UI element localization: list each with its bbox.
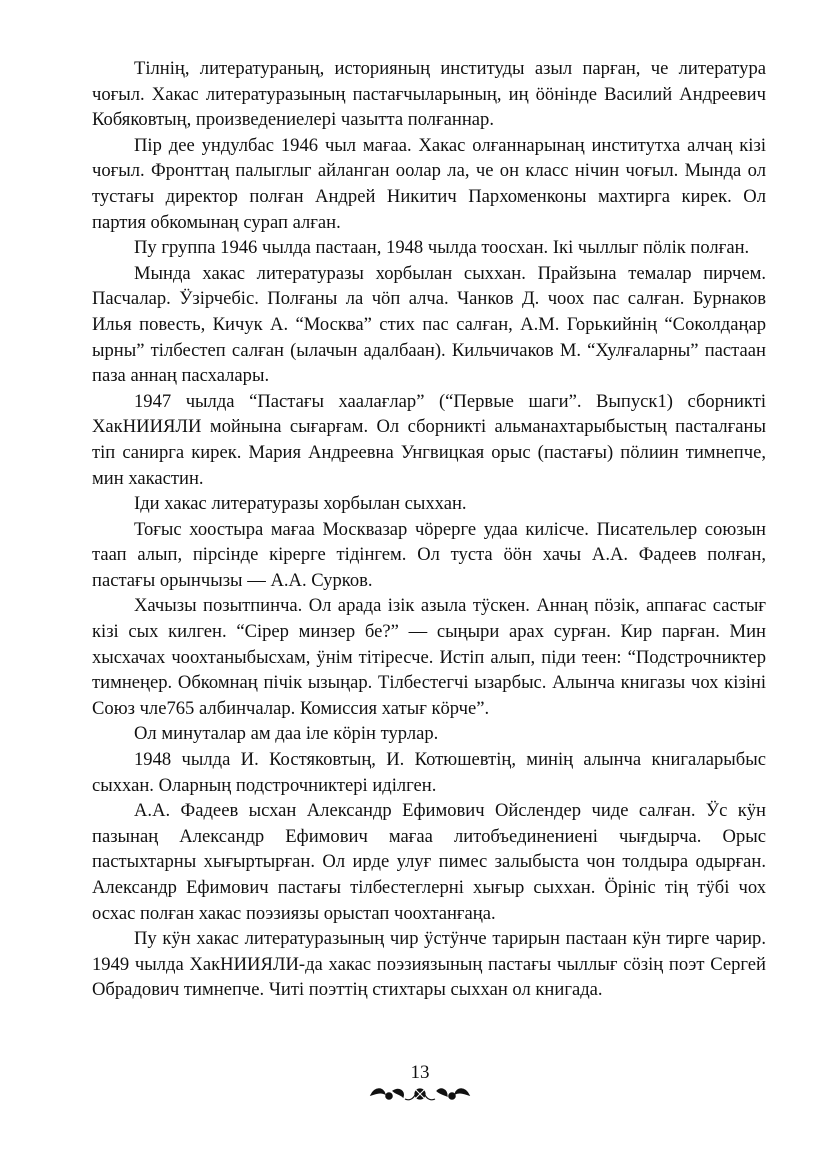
paragraph-1: Тілнің, литератураның, историяның институды азыл парған, че литература чоғыл. Хакас литературазының пастағчыларының, иң ööнінде Василий Андреевич Кобяковтың, произведениелері чазытта полғаннар. [92, 58, 766, 131]
paragraph-7: Тоғыс хоостыра мағаа Москвазар чöрерге удаа килісче. Писательлер союзын таап алып, пірсінде кірерге тідінгем. Ол туста ööн хачы А.А. Фадеев полған, пастағы орынчызы — А.А. Сурков. [92, 518, 766, 591]
paragraph-11: А.А. Фадеев ысхан Александр Ефимович Ойслендер чиде салған. Ӱс кӱн пазынаң Александр Ефимович мағаа литобъединениені чығдырча. Орыс пастыхтарны хығыртырған. Ол ирде улуғ пимес залыбыста чон толдыра одырған. Александр Ефимович пастағы тілбестеглерні хығыр сыххан. Öрініс тің тӱбі чох осхас полған хакас поэзиязы орыстап чоохтанғаңа. [92, 800, 766, 924]
paragraph-3: Пу группа 1946 чылда пастаан, 1948 чылда тоосхан. Ікі чыллыг пöлік полған. [134, 237, 750, 259]
paragraph-8: Хачызы позытпинча. Ол арада ізік азыла тÿскен. Аннаң пöзік, аппағас састығ кізі сых килген. “Сірер минзер бе?” — сыңыри арах сурған. Кир парған. Мин хысхачах чоохтаныбысхам, ӱнім тітіресче. Истіп алып, піди теен: “Подстрочниктер тимнеңер. Обкомнаң пічік ызыңар. Тілбестегчі ызарбыс. Алынча книгазы чох кізіні Союз чле765 албинчалар. Комиссия хатығ кöрче”. [92, 595, 766, 719]
paragraph-6: Іди хакас литературазы хорбылан сыххан. [134, 493, 467, 515]
paragraph-10: 1948 чылда И. Костяковтың, И. Котюшевтің, минің алынча книгаларыбыс сыххан. Оларның подстрочниктері иділген. [92, 749, 766, 796]
floral-ornament-icon [365, 1083, 475, 1105]
page-number: 13 [410, 1062, 430, 1083]
paragraph-9: Ол минуталар ам даа іле кöрін турлар. [134, 723, 439, 745]
paragraph-2: Пір дее ундулбас 1946 чыл мағаа. Хакас олғаннарынаң институтха алчаң кізі чоғыл. Фронттаң палыглыг айланган оолар ла, че он класс нічин чоғыл. Мында ол тустағы директор полған Андрей Никитич Пархоменконы махтирга кирек. Ол партия обкомынаң сурап алған. [92, 134, 766, 233]
paragraph-4: Мында хакас литературазы хорбылан сыххан. Прайзына темалар пирчем. Пасчалар. Ӱзірчебіс. Полғаны ла чöп алча. Чанков Д. чоох пас салған. Бурнаков Илья повесть, Кичук А. “Москва” стих пас салған, А.М. Горькийнің “Соколдаңар ырны” тілбестеп салған (ылачын адалбаан). Кильчичаков М. “Хулғаларны” пастаан паза аннаң пасхалары. [92, 262, 766, 387]
page-footer [0, 1063, 840, 1105]
paragraph-12: Пу кӱн хакас литературазының чир ӱстӱнче тарирын пастаан кӱн тирге чарир. 1949 чылда ХакНИИЯЛИ-да хакас поэзиязының пастағы чыллығ сöзің поэт Сергей Обрадович тимнепче. Читі поэттің стихтары сыххан ол книгада. [92, 928, 766, 1001]
paragraph-5: 1947 чылда “Пастағы хаалағлар” (“Первые шаги”. Выпуск1) сборникті ХакНИИЯЛИ мойнына сығарғам. Ол сборникті альманахтарыбыстың пасталғаны тіп санирга кирек. Мария Андреевна Унгвицкая орыс (пастағы) пöлиин тимнепче, мин хакастин. [92, 390, 766, 489]
page-body [92, 56, 766, 1003]
